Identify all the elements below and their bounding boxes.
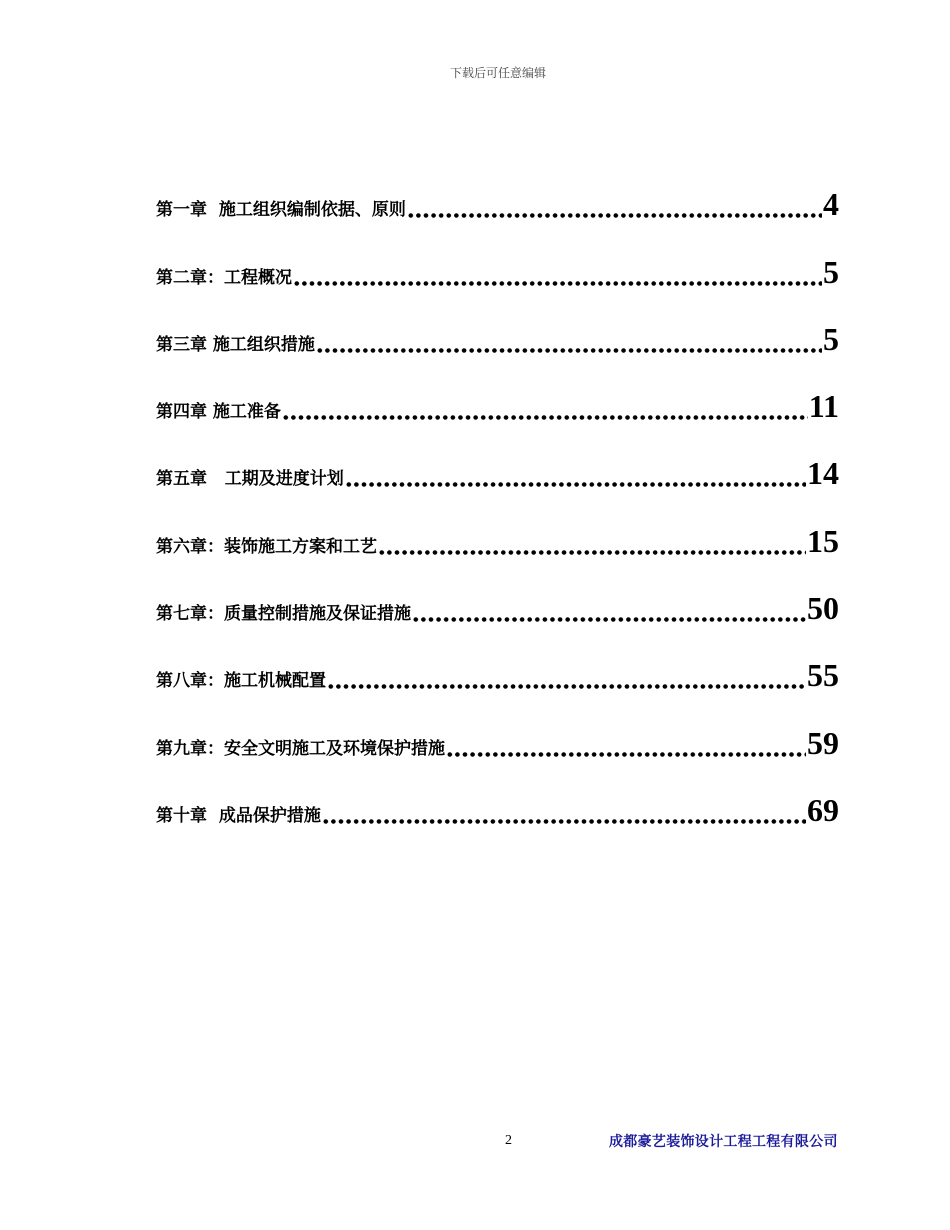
toc-entry-9[interactable] <box>156 698 839 765</box>
toc-entry-4[interactable] <box>156 362 839 429</box>
toc-entry-title: 第三章 施工组织措施 <box>156 334 315 355</box>
toc-entry-title: 第五章 工期及进度计划 <box>156 469 344 490</box>
toc-entry-title: 第七章：质量控制措施及保证措施 <box>156 604 411 625</box>
toc-entry-3[interactable] <box>156 295 839 362</box>
toc-entry-7[interactable] <box>156 564 839 631</box>
toc-dot-leader <box>378 522 806 556</box>
header-note: 下载后可任意编辑 <box>449 66 546 80</box>
footer-page-number: 2 <box>505 1133 512 1148</box>
toc-entry-page: 69 <box>807 791 839 828</box>
toc-entry-6[interactable] <box>156 496 839 563</box>
toc-entry-title: 第十章 成品保护措施 <box>156 805 321 826</box>
toc-entry-page: 15 <box>807 522 839 559</box>
toc-entry-page: 5 <box>823 253 839 290</box>
table-of-contents <box>156 160 839 833</box>
toc-dot-leader <box>327 656 806 690</box>
toc-entry-page: 5 <box>823 320 839 357</box>
toc-entry-1[interactable] <box>156 160 839 227</box>
toc-dot-leader <box>293 253 822 287</box>
toc-entry-page: 4 <box>823 186 839 223</box>
toc-entry-page: 11 <box>808 388 839 425</box>
toc-entry-title: 第六章：装饰施工方案和工艺 <box>156 536 377 557</box>
toc-entry-title: 第八章：施工机械配置 <box>156 671 326 692</box>
toc-entry-8[interactable] <box>156 631 839 698</box>
toc-entry-10[interactable] <box>156 766 839 833</box>
toc-entry-5[interactable] <box>156 429 839 496</box>
toc-entry-title: 第二章：工程概况 <box>156 267 292 288</box>
toc-dot-leader <box>282 387 808 421</box>
toc-entry-2[interactable] <box>156 227 839 294</box>
toc-entry-page: 55 <box>807 657 839 694</box>
toc-dot-leader <box>412 589 806 623</box>
toc-dot-leader <box>316 320 822 354</box>
toc-entry-title: 第九章：安全文明施工及环境保护措施 <box>156 738 445 759</box>
toc-entry-title: 第一章 施工组织编制依据、原则 <box>156 200 406 221</box>
footer-company-name: 成都豪艺装饰设计工程工程有限公司 <box>609 1134 838 1150</box>
toc-entry-page: 50 <box>807 590 839 627</box>
toc-entry-title: 第四章 施工准备 <box>156 402 281 423</box>
toc-entry-page: 14 <box>807 455 839 492</box>
toc-dot-leader <box>407 185 822 219</box>
toc-entry-page: 59 <box>807 724 839 761</box>
toc-dot-leader <box>345 454 806 488</box>
toc-dot-leader <box>322 791 806 825</box>
toc-dot-leader <box>446 724 806 758</box>
